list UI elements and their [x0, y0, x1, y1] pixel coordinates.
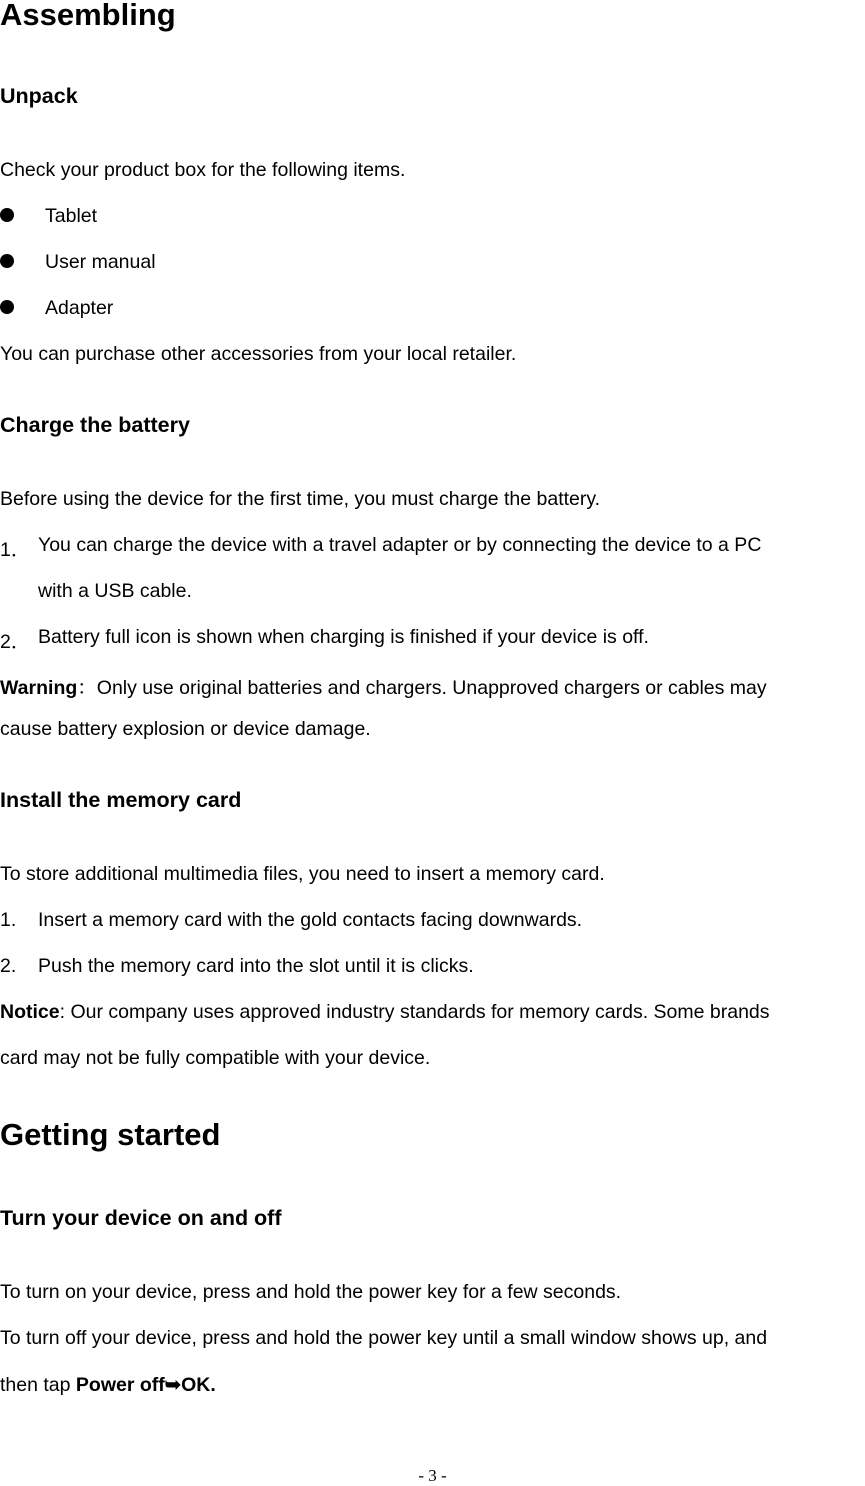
- charge-step-1-number: 1．: [0, 539, 31, 561]
- arrow-right-icon: ➥: [164, 1374, 182, 1396]
- unpack-item: User manual: [45, 251, 156, 273]
- notice-line-1: [0, 1001, 770, 1024]
- unpack-intro: Check your product box for the following items.: [0, 159, 406, 181]
- charge-step-2: Battery full icon is shown when charging is finished if your device is off.: [38, 626, 649, 648]
- notice-text: : Our company uses approved industry standards for memory cards. Some brands: [59, 1001, 770, 1023]
- memory-intro: To store additional multimedia files, you need to insert a memory card.: [0, 863, 605, 885]
- bullet-icon: [0, 208, 14, 222]
- power-off-instruction-line-1: To turn off your device, press and hold the power key until a small window shows up, and: [0, 1327, 768, 1349]
- warning-label: Warning: [0, 677, 78, 699]
- warning-line-2: cause battery explosion or device damage.: [0, 718, 371, 740]
- charge-step-1-line-2: with a USB cable.: [38, 580, 192, 602]
- page-number: - 3 -: [418, 1466, 447, 1485]
- memory-step-1: Insert a memory card with the gold contacts facing downwards.: [38, 909, 583, 931]
- charge-step-1-line-1: You can charge the device with a travel adapter or by connecting the device to a PC: [38, 534, 762, 556]
- unpack-item: Adapter: [45, 297, 114, 319]
- power-off-prefix: then tap: [0, 1374, 76, 1396]
- warning-text: ：Only use original batteries and chargers. Unapproved chargers or cables may: [77, 677, 767, 699]
- unpack-item: Tablet: [45, 205, 98, 227]
- power-off-instruction-line-2: [0, 1373, 216, 1397]
- notice-line-2: card may not be fully compatible with your device.: [0, 1047, 431, 1069]
- charge-intro: Before using the device for the first time, you must charge the battery.: [0, 488, 601, 510]
- ok-option: OK.: [181, 1374, 216, 1396]
- bullet-icon: [0, 300, 14, 314]
- warning-line-1: [0, 672, 767, 700]
- section-title-getting-started: Getting started: [0, 1117, 221, 1152]
- bullet-icon: [0, 254, 14, 268]
- heading-charge-battery: Charge the battery: [0, 413, 190, 437]
- charge-step-2-number: 2．: [0, 631, 31, 653]
- section-title-assembling: Assembling: [0, 0, 176, 32]
- heading-turn-on-off: Turn your device on and off: [0, 1206, 282, 1230]
- heading-memory-card: Install the memory card: [0, 788, 242, 812]
- memory-step-2: Push the memory card into the slot until it is clicks.: [38, 955, 474, 977]
- power-off-option: Power off: [75, 1374, 165, 1396]
- memory-step-2-number: 2.: [0, 955, 17, 977]
- heading-unpack: Unpack: [0, 84, 78, 108]
- memory-step-1-number: 1.: [0, 909, 17, 931]
- notice-label: Notice: [0, 1001, 60, 1023]
- unpack-outro: You can purchase other accessories from your local retailer.: [0, 343, 517, 365]
- power-on-instruction: To turn on your device, press and hold the power key for a few seconds.: [0, 1281, 622, 1303]
